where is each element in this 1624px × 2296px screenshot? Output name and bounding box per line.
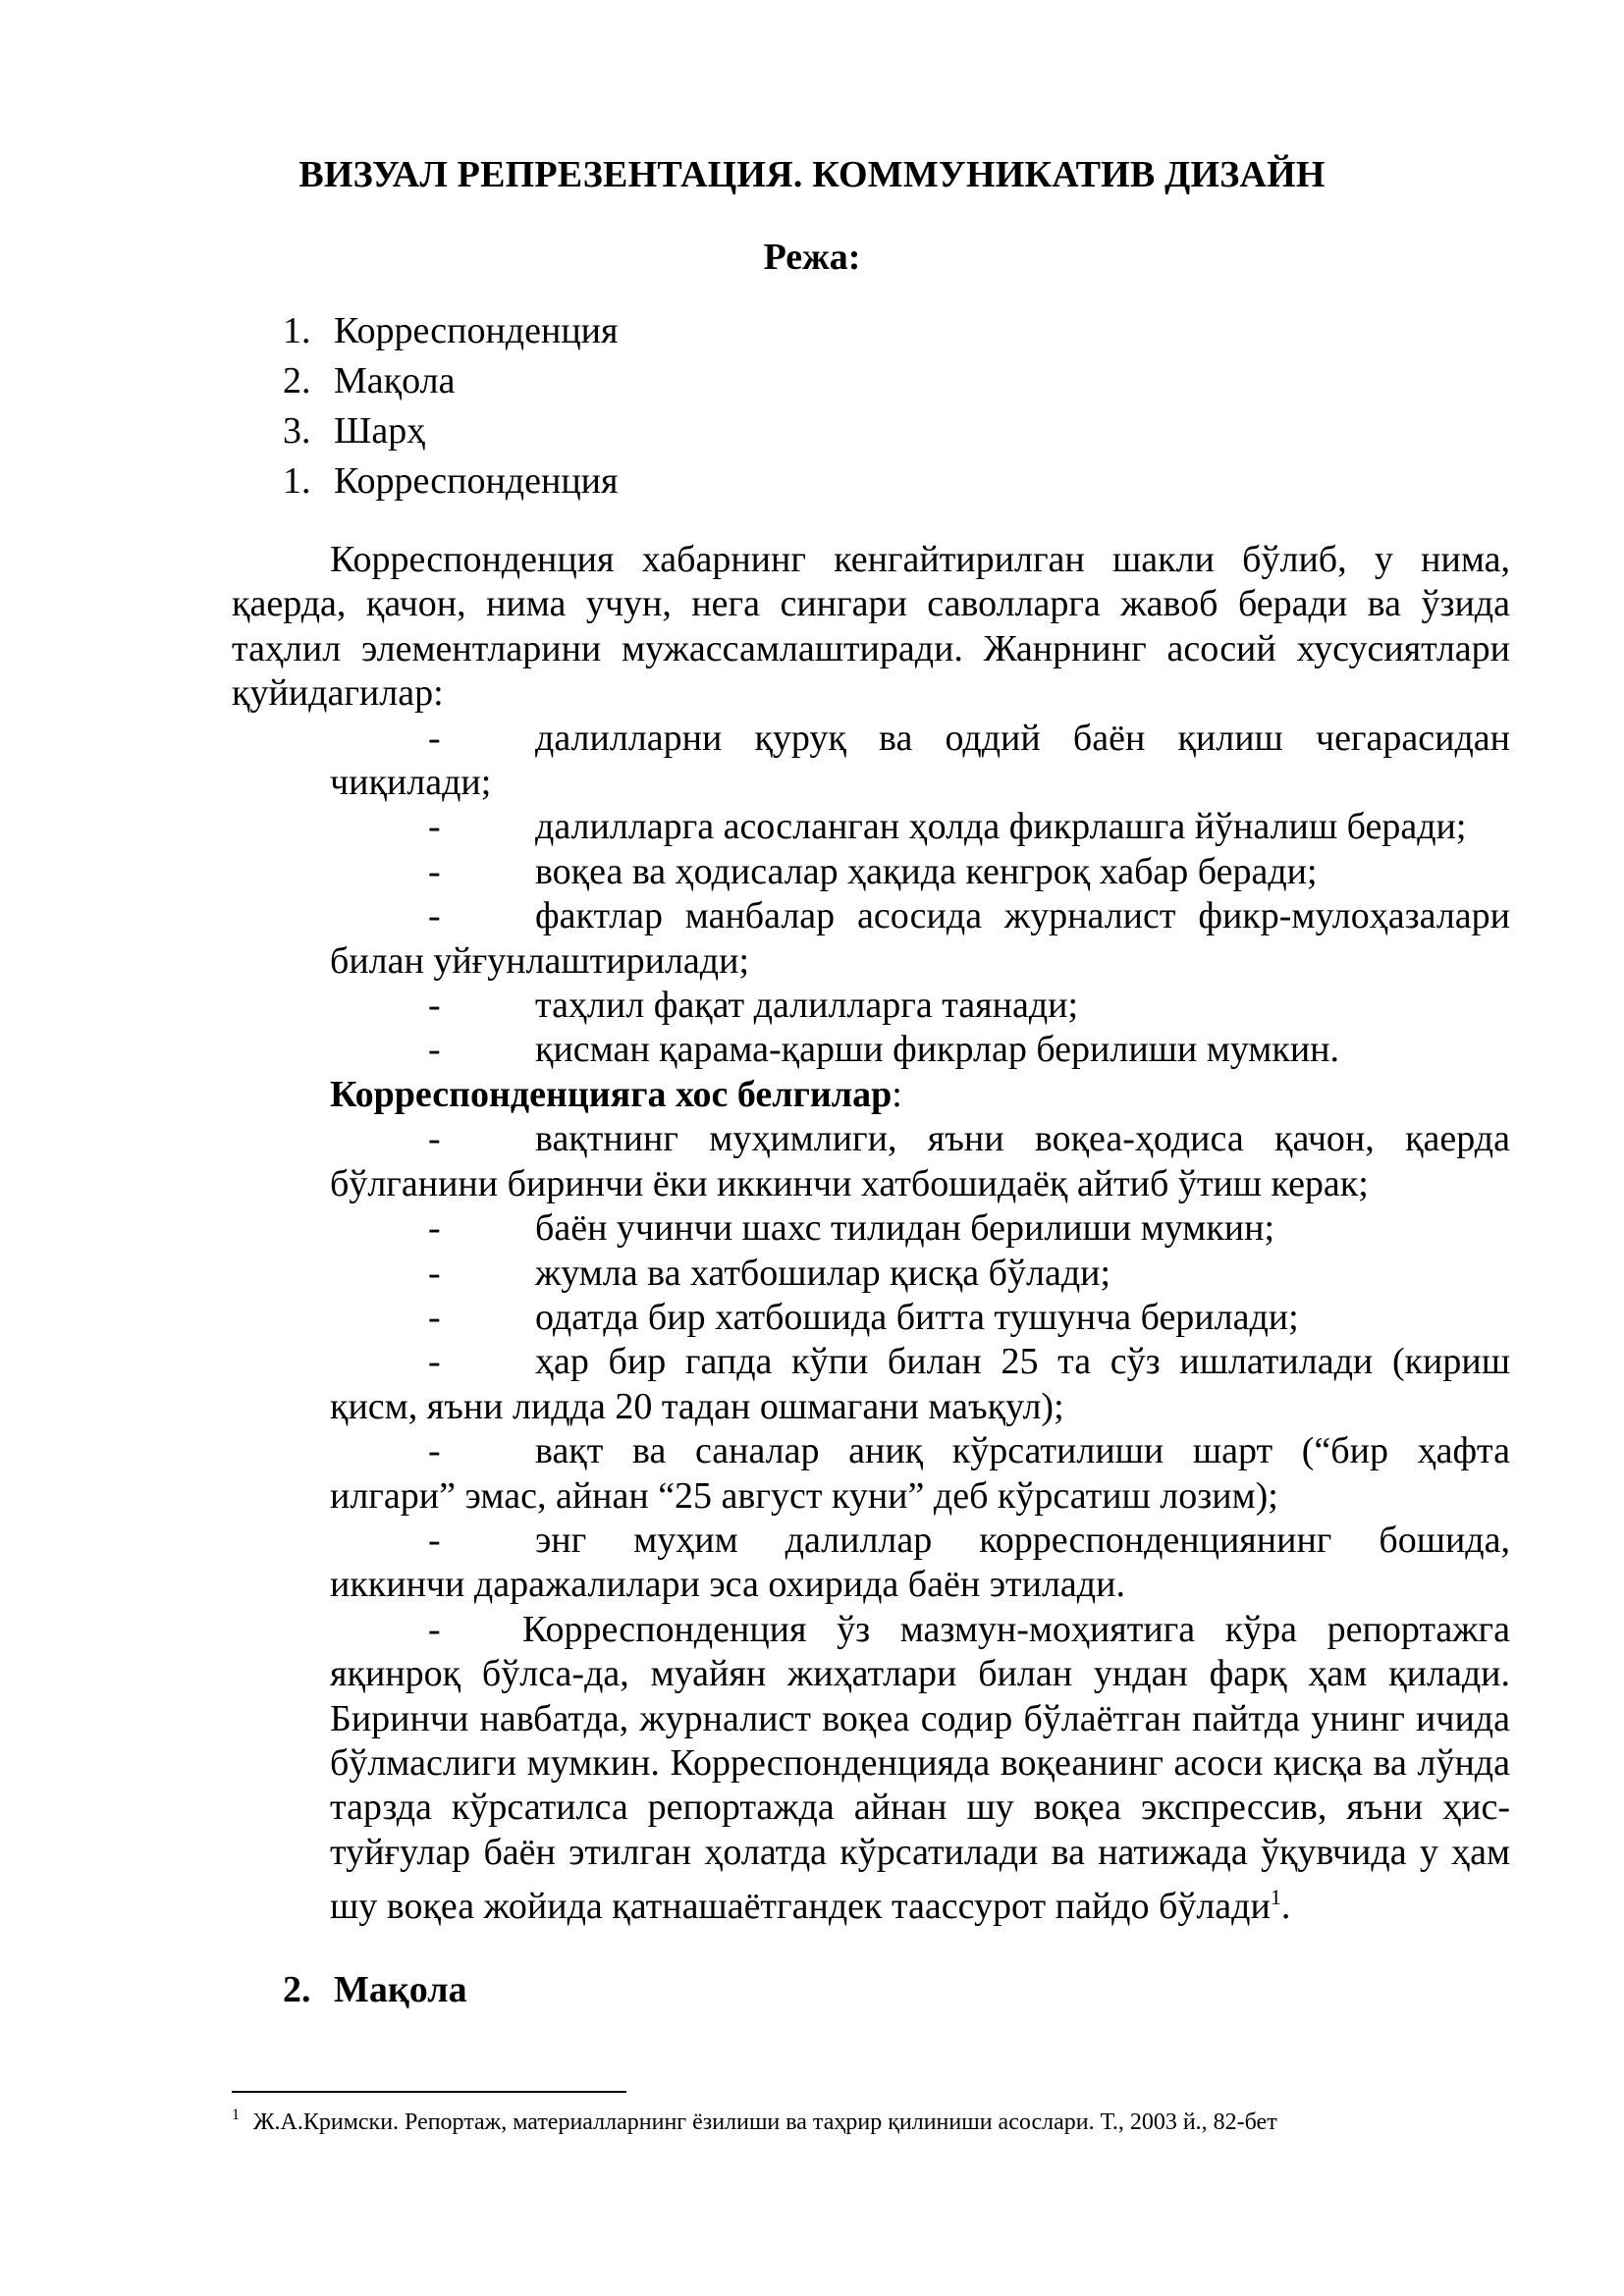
dash-marker: - <box>428 895 441 937</box>
dash-marker: - <box>428 1341 441 1383</box>
dash-marker: - <box>428 1430 441 1472</box>
dash-marker: - <box>428 806 441 848</box>
final-paragraph-end: . <box>1280 1886 1291 1928</box>
dash-marker: - <box>428 1519 441 1561</box>
feature-text: воқеа ва ҳодисалар ҳақида кенгроқ хабар беради; <box>535 850 1318 892</box>
section-number: 2. <box>283 1969 311 2010</box>
body-text <box>232 538 1510 1930</box>
sign-text: ҳар бир гапда кўпи билан 25 та сўз ишлатилади (кириш <box>535 1341 1510 1383</box>
feature-item <box>232 984 1510 1028</box>
plan-item-label: Шарҳ <box>334 410 426 452</box>
sign-continuation: иккинчи даражалилари эса охирида баён этилади. <box>330 1564 1125 1606</box>
feature-continuation: чиқилади; <box>330 762 492 804</box>
feature-item <box>232 805 1510 849</box>
plan-list <box>283 306 619 507</box>
dash-marker: - <box>428 1207 441 1250</box>
sign-text: одатда бир хатбошида битта тушунча берилади; <box>535 1296 1299 1338</box>
feature-text: далилларга асосланган ҳолда фикрлашга йўналиш беради; <box>535 806 1467 848</box>
feature-item <box>232 1028 1510 1072</box>
dash-marker: - <box>428 717 441 759</box>
sign-text: вақтнинг муҳимлиги, яъни воқеа-ҳодиса қачон, қаерда <box>535 1118 1510 1160</box>
plan-item <box>283 406 619 456</box>
plan-item-label: Мақола <box>334 360 456 401</box>
plan-item-number: 3. <box>283 410 311 452</box>
final-paragraph-text: яқинроқ бўлса-да, муайян жиҳатлари билан ундан фарқ ҳам қилади. Биринчи навбатда, журналист воқеа содир бўлаётган пайтда унинг ичида бўлмаслиги мумкин. Корреспонденцияда воқеанинг асоси қисқа ва лўнда тарзда кўрсатилса репортажда айнан шу воқеа экспрессив, яъни ҳис-туйғулар баён этилган ҳолатда кўрсатилади ва натижада ўқувчида у ҳам шу воқеа жойида қатнашаётгандек таассурот пайдо бўлади <box>330 1653 1510 1928</box>
sign-item <box>232 1340 1510 1384</box>
dash-marker: - <box>428 985 441 1027</box>
footnote-mark: 1 <box>232 2107 240 2123</box>
signs-heading-colon: : <box>892 1073 902 1115</box>
sign-item <box>232 1519 1510 1563</box>
plan-item-number: 2. <box>283 360 311 401</box>
sign-item <box>232 1206 1510 1251</box>
sign-text: жумла ва хатбошилар қисқа бўлади; <box>535 1252 1111 1294</box>
sign-continuation: илгари” эмас, айнан “25 август куни” деб кўрсатиш лозим); <box>330 1474 1278 1517</box>
sign-text: энг муҳим далиллар корреспонденциянинг бошида, <box>535 1519 1510 1561</box>
final-paragraph-body <box>232 1652 1510 1929</box>
plan-item <box>283 356 619 406</box>
sign-item <box>232 1296 1510 1340</box>
intro-paragraph: Корреспонденция хабарнинг кенгайтирилган шакли бўлиб, у нима, қаерда, қачон, нима учун, нега сингари саволларга жавоб беради ва ўзида таҳлил элементларини мужассамлаштиради. Жанрнинг асосий хусусиятлари қуйидагилар: <box>232 539 1510 715</box>
plan-item-label: Корреспонденция <box>334 460 619 502</box>
dash-marker: - <box>428 1118 441 1160</box>
feature-text: қисман қарама-қарши фикрлар берилиши мумкин. <box>535 1029 1339 1071</box>
dash-marker: - <box>428 1608 441 1650</box>
sign-item <box>232 1252 1510 1296</box>
sign-text: баён учинчи шахс тилидан берилиши мумкин; <box>535 1207 1275 1250</box>
plan-item <box>283 306 619 356</box>
feature-text: таҳлил фақат далилларга таянади; <box>535 985 1079 1027</box>
sign-item <box>232 1429 1510 1473</box>
dash-marker: - <box>428 1252 441 1294</box>
sign-text: вақт ва саналар аниқ кўрсатилиши шарт (“бир ҳафта <box>535 1430 1510 1472</box>
sign-continuation: қисм, яъни лидда 20 тадан ошмагани маъқул); <box>330 1385 1064 1427</box>
footnote-separator <box>232 2091 626 2093</box>
feature-item <box>232 894 1510 938</box>
footnote <box>232 2107 1277 2136</box>
document-title: ВИЗУАЛ РЕПРЕЗЕНТАЦИЯ. КОММУНИКАТИВ ДИЗАЙН <box>298 154 1326 195</box>
dash-marker: - <box>428 850 441 892</box>
feature-item <box>232 717 1510 761</box>
plan-item-number: 1. <box>283 310 311 351</box>
plan-item-label: Корреспонденция <box>334 310 619 351</box>
footnote-text: Ж.А.Кримски. Репортаж, материалларнинг ёзилиши ва таҳрир қилиниши асослари. Т., 2003 й., 82-бет <box>253 2109 1277 2135</box>
feature-continuation: билан уйғунлаштирилади; <box>330 939 750 982</box>
footnote-reference[interactable]: 1 <box>1270 1885 1281 1910</box>
dash-marker: - <box>428 1296 441 1338</box>
sign-continuation: бўлганини биринчи ёки иккинчи хатбошидаёқ айтиб ўтиш керак; <box>330 1162 1369 1204</box>
dash-marker: - <box>428 1029 441 1071</box>
final-paragraph-first: Корреспонденция ўз мазмун-моҳиятига кўра репортажга <box>522 1608 1510 1650</box>
plan-item-number: 1. <box>283 460 311 502</box>
signs-heading <box>232 1073 1510 1117</box>
feature-text: далилларни қуруқ ва оддий баён қилиш чегарасидан <box>535 717 1510 759</box>
signs-heading-text: Корреспонденцияга хос белгилар <box>330 1073 893 1115</box>
section-label: Мақола <box>334 1969 467 2010</box>
plan-item <box>283 456 619 507</box>
plan-title: Режа: <box>763 237 861 278</box>
feature-text: фактлар манбалар асосида журналист фикр-мулоҳазалари <box>535 895 1510 937</box>
section-heading <box>283 1968 467 2011</box>
feature-item <box>232 850 1510 894</box>
sign-item <box>232 1117 1510 1161</box>
final-paragraph <box>232 1608 1510 1652</box>
